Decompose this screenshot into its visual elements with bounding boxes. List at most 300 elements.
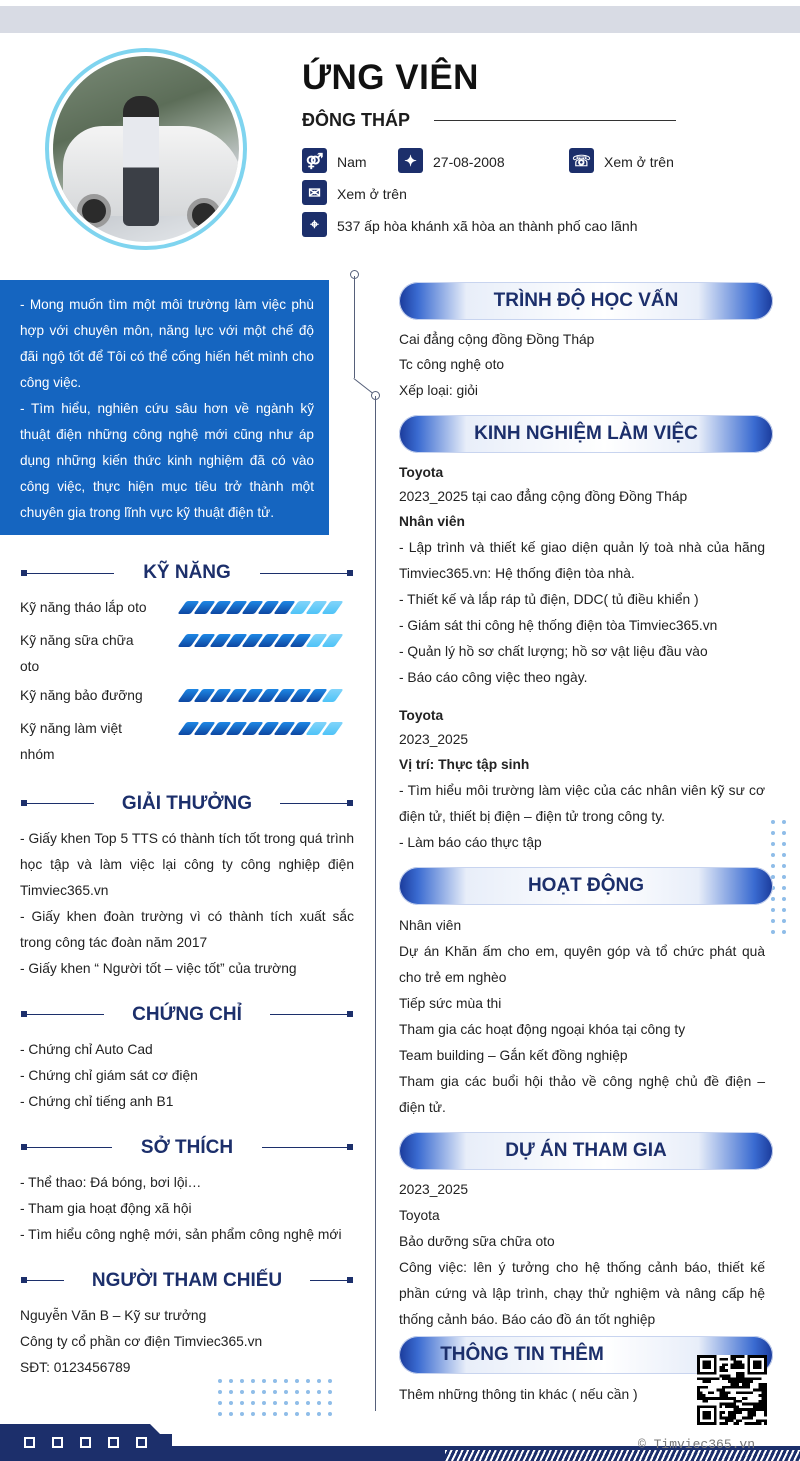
decor-dot — [306, 1401, 310, 1405]
qr-module — [750, 1377, 753, 1380]
qr-module — [756, 1389, 759, 1392]
qr-module — [725, 1405, 728, 1408]
qr-module — [703, 1397, 706, 1400]
qr-module — [742, 1363, 745, 1366]
qr-module — [739, 1386, 742, 1389]
qr-module — [750, 1380, 753, 1383]
qr-module — [761, 1408, 764, 1411]
footer-square — [24, 1437, 35, 1448]
qr-module — [705, 1386, 708, 1389]
section-line — [280, 803, 353, 804]
qr-module — [747, 1372, 767, 1375]
qr-module — [711, 1391, 714, 1394]
qr-module — [697, 1405, 700, 1425]
qr-module — [725, 1391, 728, 1394]
qr-module — [745, 1422, 748, 1425]
qr-module — [731, 1397, 734, 1400]
qr-module — [736, 1355, 739, 1358]
email-value: Xem ở trên — [337, 186, 407, 202]
decor-dot — [251, 1412, 255, 1416]
qr-module — [717, 1377, 720, 1380]
qr-module — [711, 1377, 714, 1380]
job-role: Vị trí: Thực tập sinh — [399, 757, 530, 772]
decor-dot — [218, 1401, 222, 1405]
qr-module — [714, 1377, 717, 1380]
qr-module — [739, 1355, 742, 1358]
qr-module — [745, 1408, 748, 1411]
qr-module — [764, 1394, 767, 1397]
qr-module — [722, 1369, 725, 1372]
qr-module — [742, 1366, 745, 1369]
qr-module — [733, 1403, 736, 1406]
decor-dot — [771, 908, 775, 912]
qr-module — [719, 1403, 722, 1406]
decor-dot — [782, 886, 786, 890]
decor-dot — [229, 1401, 233, 1405]
qr-module — [722, 1363, 725, 1366]
divider — [434, 120, 676, 121]
job-role: Nhân viên — [399, 514, 465, 529]
qr-module — [750, 1417, 753, 1420]
qr-module — [736, 1419, 739, 1422]
skill-name: Kỹ năng tháo lắp oto — [20, 600, 147, 615]
activities-title: HOẠT ĐỘNG — [527, 875, 645, 896]
decor-dot — [771, 930, 775, 934]
qr-module — [733, 1414, 736, 1417]
qr-module — [761, 1391, 764, 1394]
qr-module — [747, 1408, 750, 1411]
references-text: Nguyễn Văn B – Kỹ sư trưởng Công ty cổ phần cơ điện Timviec365.vn SĐT: 0123456789 — [20, 1308, 263, 1375]
qr-module — [728, 1377, 731, 1380]
qr-module — [742, 1377, 745, 1380]
decor-dot — [229, 1379, 233, 1383]
decor-dot — [782, 864, 786, 868]
qr-module — [759, 1394, 762, 1397]
qr-module — [747, 1411, 750, 1414]
qr-module — [722, 1417, 725, 1420]
qr-module — [742, 1397, 745, 1400]
qr-module — [717, 1389, 720, 1392]
birthday-cake-icon: ✦ — [398, 148, 423, 173]
avatar — [45, 48, 247, 250]
qr-module — [764, 1389, 767, 1392]
job-company: Toyota — [399, 465, 444, 480]
decor-dot — [771, 897, 775, 901]
qr-module — [745, 1391, 748, 1394]
decor-dot — [317, 1412, 321, 1416]
qr-module — [728, 1417, 731, 1420]
qr-module — [753, 1408, 756, 1411]
timeline-line — [375, 396, 376, 1411]
qr-module — [761, 1389, 764, 1392]
qr-module — [697, 1422, 717, 1425]
decor-dot — [262, 1390, 266, 1394]
decor-dot — [262, 1412, 266, 1416]
qr-module — [736, 1408, 739, 1411]
qr-module — [731, 1363, 734, 1366]
skill-name: Kỹ năng sữa chữa oto — [20, 633, 134, 674]
qr-module — [722, 1377, 725, 1380]
qr-module — [736, 1400, 739, 1403]
qr-module — [764, 1383, 767, 1386]
decor-dot — [295, 1401, 299, 1405]
section-marker — [347, 570, 353, 576]
decor-dot — [240, 1412, 244, 1416]
email-icon: ✉ — [302, 180, 327, 205]
qr-module — [719, 1391, 722, 1394]
qr-module — [747, 1391, 750, 1394]
qr-module — [742, 1403, 745, 1406]
qr-module — [731, 1405, 734, 1408]
decor-dot — [251, 1390, 255, 1394]
qr-module — [725, 1377, 728, 1380]
qr-module — [703, 1400, 706, 1403]
avatar-photo — [53, 56, 239, 242]
qr-module — [733, 1363, 736, 1366]
qr-module — [731, 1419, 734, 1422]
qr-module — [725, 1386, 728, 1389]
job-time: 2023_2025 — [399, 732, 469, 747]
qr-module — [761, 1400, 764, 1403]
decor-dot — [295, 1379, 299, 1383]
qr-module — [736, 1422, 739, 1425]
decor-dot — [295, 1412, 299, 1416]
qr-module — [717, 1397, 720, 1400]
qr-module — [733, 1405, 736, 1408]
education-major: Tc công nghệ oto — [399, 357, 505, 372]
qr-module — [731, 1386, 734, 1389]
section-line — [21, 803, 94, 804]
qr-module — [697, 1372, 717, 1375]
qr-module — [733, 1377, 736, 1380]
qr-module — [719, 1389, 722, 1392]
section-marker — [347, 1144, 353, 1150]
decor-dot — [782, 908, 786, 912]
qr-module — [745, 1380, 748, 1383]
decor-dot — [782, 897, 786, 901]
education-grade: Xếp loại: giỏi — [399, 383, 479, 398]
qr-module — [759, 1405, 762, 1408]
qr-module — [756, 1419, 759, 1422]
qr-module — [733, 1358, 736, 1361]
decor-dot — [262, 1401, 266, 1405]
qr-module — [753, 1414, 756, 1417]
projects-title: DỰ ÁN THAM GIA — [505, 1140, 667, 1161]
qr-module — [700, 1391, 703, 1394]
qr-module — [759, 1386, 762, 1389]
qr-module — [705, 1380, 708, 1383]
qr-module — [719, 1405, 722, 1408]
qr-module — [739, 1411, 742, 1414]
qr-module — [764, 1391, 767, 1394]
qr-module — [733, 1383, 736, 1386]
qr-module — [747, 1355, 750, 1375]
extra-text: Thêm những thông tin khác ( nếu cần ) — [399, 1387, 638, 1402]
qr-module — [725, 1422, 728, 1425]
decor-dot — [240, 1379, 244, 1383]
qr-module — [725, 1358, 728, 1361]
decor-dot — [782, 919, 786, 923]
qr-module — [759, 1403, 762, 1406]
qr-module — [711, 1397, 714, 1400]
qr-module — [719, 1411, 722, 1414]
qr-module — [703, 1411, 711, 1419]
decor-dot — [284, 1412, 288, 1416]
qr-module — [733, 1386, 736, 1389]
references-title: NGƯỜI THAM CHIẾU — [91, 1270, 283, 1291]
qr-module — [739, 1372, 742, 1375]
candidate-name: ỨNG VIÊN — [302, 58, 479, 97]
qr-module — [742, 1372, 745, 1375]
qr-module — [733, 1408, 736, 1411]
qr-module — [722, 1375, 725, 1378]
qr-module — [700, 1386, 703, 1389]
qr-module — [714, 1405, 717, 1425]
copyright-text: © Timviec365.vn — [638, 1437, 756, 1452]
qr-module — [703, 1377, 706, 1380]
qr-module — [708, 1380, 711, 1383]
qr-module — [750, 1391, 753, 1394]
qr-module — [697, 1377, 700, 1380]
qr-module — [736, 1361, 739, 1364]
qr-module — [753, 1405, 756, 1408]
qr-module — [719, 1414, 722, 1417]
decor-dot — [328, 1401, 332, 1405]
footer-squares — [24, 1437, 147, 1448]
qr-module — [764, 1422, 767, 1425]
footer-square — [80, 1437, 91, 1448]
skill-name: Kỹ năng bảo đưỡng — [20, 688, 143, 703]
hobbies-text: - Thể thao: Đá bóng, bơi lội… - Tham gia hoạt động xã hội - Tìm hiểu công nghệ mới, sản phẩm công nghệ mới — [20, 1175, 342, 1242]
qr-module — [753, 1422, 756, 1425]
qr-module — [750, 1411, 753, 1414]
qr-module — [728, 1397, 731, 1400]
qr-module — [728, 1391, 731, 1394]
decor-dot — [317, 1401, 321, 1405]
qr-module — [756, 1408, 759, 1411]
extra-title: THÔNG TIN THÊM — [440, 1344, 604, 1365]
qr-module — [697, 1391, 700, 1394]
qr-module — [745, 1397, 748, 1400]
education-school: Cai đẳng cộng đồng Đồng Tháp — [399, 332, 595, 347]
hobbies-title: SỞ THÍCH — [140, 1137, 234, 1158]
footer-square — [136, 1437, 147, 1448]
qr-module — [728, 1386, 731, 1389]
skill-rating — [182, 722, 339, 735]
decor-dot — [771, 820, 775, 824]
section-line — [21, 1147, 112, 1148]
qr-module — [731, 1355, 734, 1358]
phone-value: Xem ở trên — [604, 154, 674, 170]
qr-module — [747, 1380, 750, 1383]
qr-module — [733, 1422, 736, 1425]
car-wheel — [187, 198, 221, 232]
qr-module — [764, 1355, 767, 1375]
qr-module — [756, 1403, 759, 1406]
qr-module — [725, 1419, 728, 1422]
decor-dot — [306, 1379, 310, 1383]
decor-dot — [284, 1379, 288, 1383]
qr-module — [703, 1386, 706, 1389]
qr-module — [759, 1377, 762, 1380]
qr-module — [736, 1366, 739, 1369]
qr-module — [714, 1397, 717, 1400]
qr-module — [731, 1414, 734, 1417]
decor-dot — [284, 1401, 288, 1405]
candidate-position: ĐÔNG THÁP — [302, 110, 410, 130]
decor-dot — [306, 1390, 310, 1394]
qr-module — [725, 1403, 728, 1406]
qr-module — [753, 1411, 756, 1414]
decor-dot — [273, 1401, 277, 1405]
decor-dot — [273, 1412, 277, 1416]
qr-module — [731, 1380, 734, 1383]
qr-module — [747, 1383, 750, 1386]
qr-module — [764, 1419, 767, 1422]
qr-module — [725, 1417, 728, 1420]
qr-module — [745, 1403, 748, 1406]
decor-dot — [218, 1390, 222, 1394]
qr-module — [750, 1414, 753, 1417]
qr-module — [708, 1377, 711, 1380]
birthday-value: 27-08-2008 — [433, 154, 505, 170]
qr-module — [745, 1383, 748, 1386]
qr-module — [722, 1422, 725, 1425]
qr-module — [739, 1377, 742, 1380]
qr-module — [733, 1417, 736, 1420]
qr-module — [725, 1369, 728, 1372]
qr-module — [736, 1372, 739, 1375]
qr-module — [739, 1419, 742, 1422]
qr-module — [731, 1411, 734, 1414]
section-line — [262, 1147, 353, 1148]
qr-module — [759, 1389, 762, 1392]
qr-module — [750, 1422, 753, 1425]
qr-module — [708, 1397, 711, 1400]
qr-module — [736, 1405, 739, 1408]
decor-dot — [273, 1390, 277, 1394]
person-figure — [123, 96, 159, 226]
address-value: 537 ấp hòa khánh xã hòa an thành phố cao lãnh — [337, 218, 638, 234]
job-time: 2023_2025 tại cao đẳng cộng đồng Đồng Tháp — [399, 489, 688, 504]
decor-dot — [771, 831, 775, 835]
decor-dot — [306, 1412, 310, 1416]
qr-module — [747, 1355, 767, 1358]
qr-module — [722, 1358, 725, 1361]
decor-dot — [771, 919, 775, 923]
qr-module — [736, 1380, 739, 1383]
qr-module — [747, 1417, 750, 1420]
decor-dot — [251, 1401, 255, 1405]
awards-title: GIẢI THƯỞNG — [121, 793, 253, 814]
qr-module — [759, 1408, 762, 1411]
qr-module — [736, 1391, 739, 1394]
qr-module — [703, 1380, 706, 1383]
qr-module — [742, 1417, 745, 1420]
qr-module — [761, 1397, 764, 1400]
qr-module — [739, 1408, 742, 1411]
decor-dot — [229, 1412, 233, 1416]
activities-text: Nhân viên Dự án Khăn ấm cho em, quyên góp và tổ chức phát quà cho trẻ em nghèo Tiếp sức mùa thi Tham gia các hoạt động ngoại khóa tại công ty Team building – Gắn kết đồng nghiệp Tham gia các buổi hội thảo về công nghệ chủ đề điện – điện tử. — [399, 918, 765, 1115]
qr-module — [745, 1386, 748, 1389]
qr-module — [761, 1394, 764, 1397]
decor-dot — [782, 831, 786, 835]
decor-dot — [218, 1412, 222, 1416]
timeline-line — [354, 276, 355, 378]
certificates-title: CHỨNG CHỈ — [132, 1004, 242, 1025]
qr-module — [697, 1355, 717, 1358]
qr-module — [739, 1391, 742, 1394]
decor-dot — [771, 853, 775, 857]
qr-module — [736, 1383, 739, 1386]
section-marker — [347, 1277, 353, 1283]
qr-module — [764, 1400, 767, 1403]
qr-module — [733, 1361, 736, 1364]
qr-module — [753, 1389, 756, 1392]
qr-module — [719, 1358, 722, 1361]
qr-module — [719, 1394, 722, 1397]
decor-dot — [218, 1379, 222, 1383]
qr-module — [728, 1375, 731, 1378]
qr-module — [714, 1355, 717, 1375]
qr-module — [747, 1414, 750, 1417]
qr-module — [697, 1389, 700, 1392]
qr-module — [742, 1408, 745, 1411]
decor-dot — [295, 1390, 299, 1394]
decor-dot — [229, 1390, 233, 1394]
qr-module — [722, 1389, 725, 1392]
section-line — [270, 1014, 353, 1015]
qr-module — [722, 1366, 725, 1369]
qr-module — [722, 1386, 725, 1389]
qr-module — [719, 1375, 722, 1378]
gender-icon: ⚤ — [302, 148, 327, 173]
qr-module — [761, 1383, 764, 1386]
decor-dot — [317, 1379, 321, 1383]
qr-module — [739, 1375, 742, 1378]
location-pin-icon: ⌖ — [302, 212, 327, 237]
qr-module — [742, 1380, 745, 1383]
qr-module — [742, 1355, 745, 1358]
qr-module — [753, 1377, 756, 1380]
decor-dot — [240, 1401, 244, 1405]
qr-module — [747, 1377, 750, 1380]
qr-module — [733, 1411, 736, 1414]
qr-module — [700, 1394, 703, 1397]
qr-module — [764, 1403, 767, 1406]
section-line — [21, 573, 114, 574]
qr-module — [750, 1408, 753, 1411]
qr-module — [756, 1377, 759, 1380]
phone-icon: ☏ — [569, 148, 594, 173]
qr-module — [697, 1394, 700, 1397]
decor-dot — [328, 1390, 332, 1394]
decorative-dots — [771, 820, 786, 934]
qr-module — [733, 1380, 736, 1383]
section-marker — [347, 800, 353, 806]
qr-module — [719, 1397, 722, 1400]
job-details: - Lập trình và thiết kế giao diện quản lý toà nhà của hãng Timviec365.vn: Hệ thống điện tòa nhà. - Thiết kế và lắp ráp tủ điện, DDC( tủ điều khiển ) - Giám sát thi công hệ thống điện tòa Timviec365.vn - Quản lý hồ sơ chất lượng; hồ sơ vật liệu đầu vào - Báo cáo công việc theo ngày. — [399, 540, 765, 685]
section-line — [21, 1014, 104, 1015]
qr-module — [722, 1411, 725, 1414]
qr-code[interactable] — [697, 1355, 767, 1425]
qr-module — [705, 1377, 708, 1380]
qr-module — [739, 1361, 742, 1364]
qr-module — [728, 1411, 731, 1414]
decor-dot — [782, 842, 786, 846]
qr-module — [739, 1380, 742, 1383]
section-marker — [347, 1011, 353, 1017]
